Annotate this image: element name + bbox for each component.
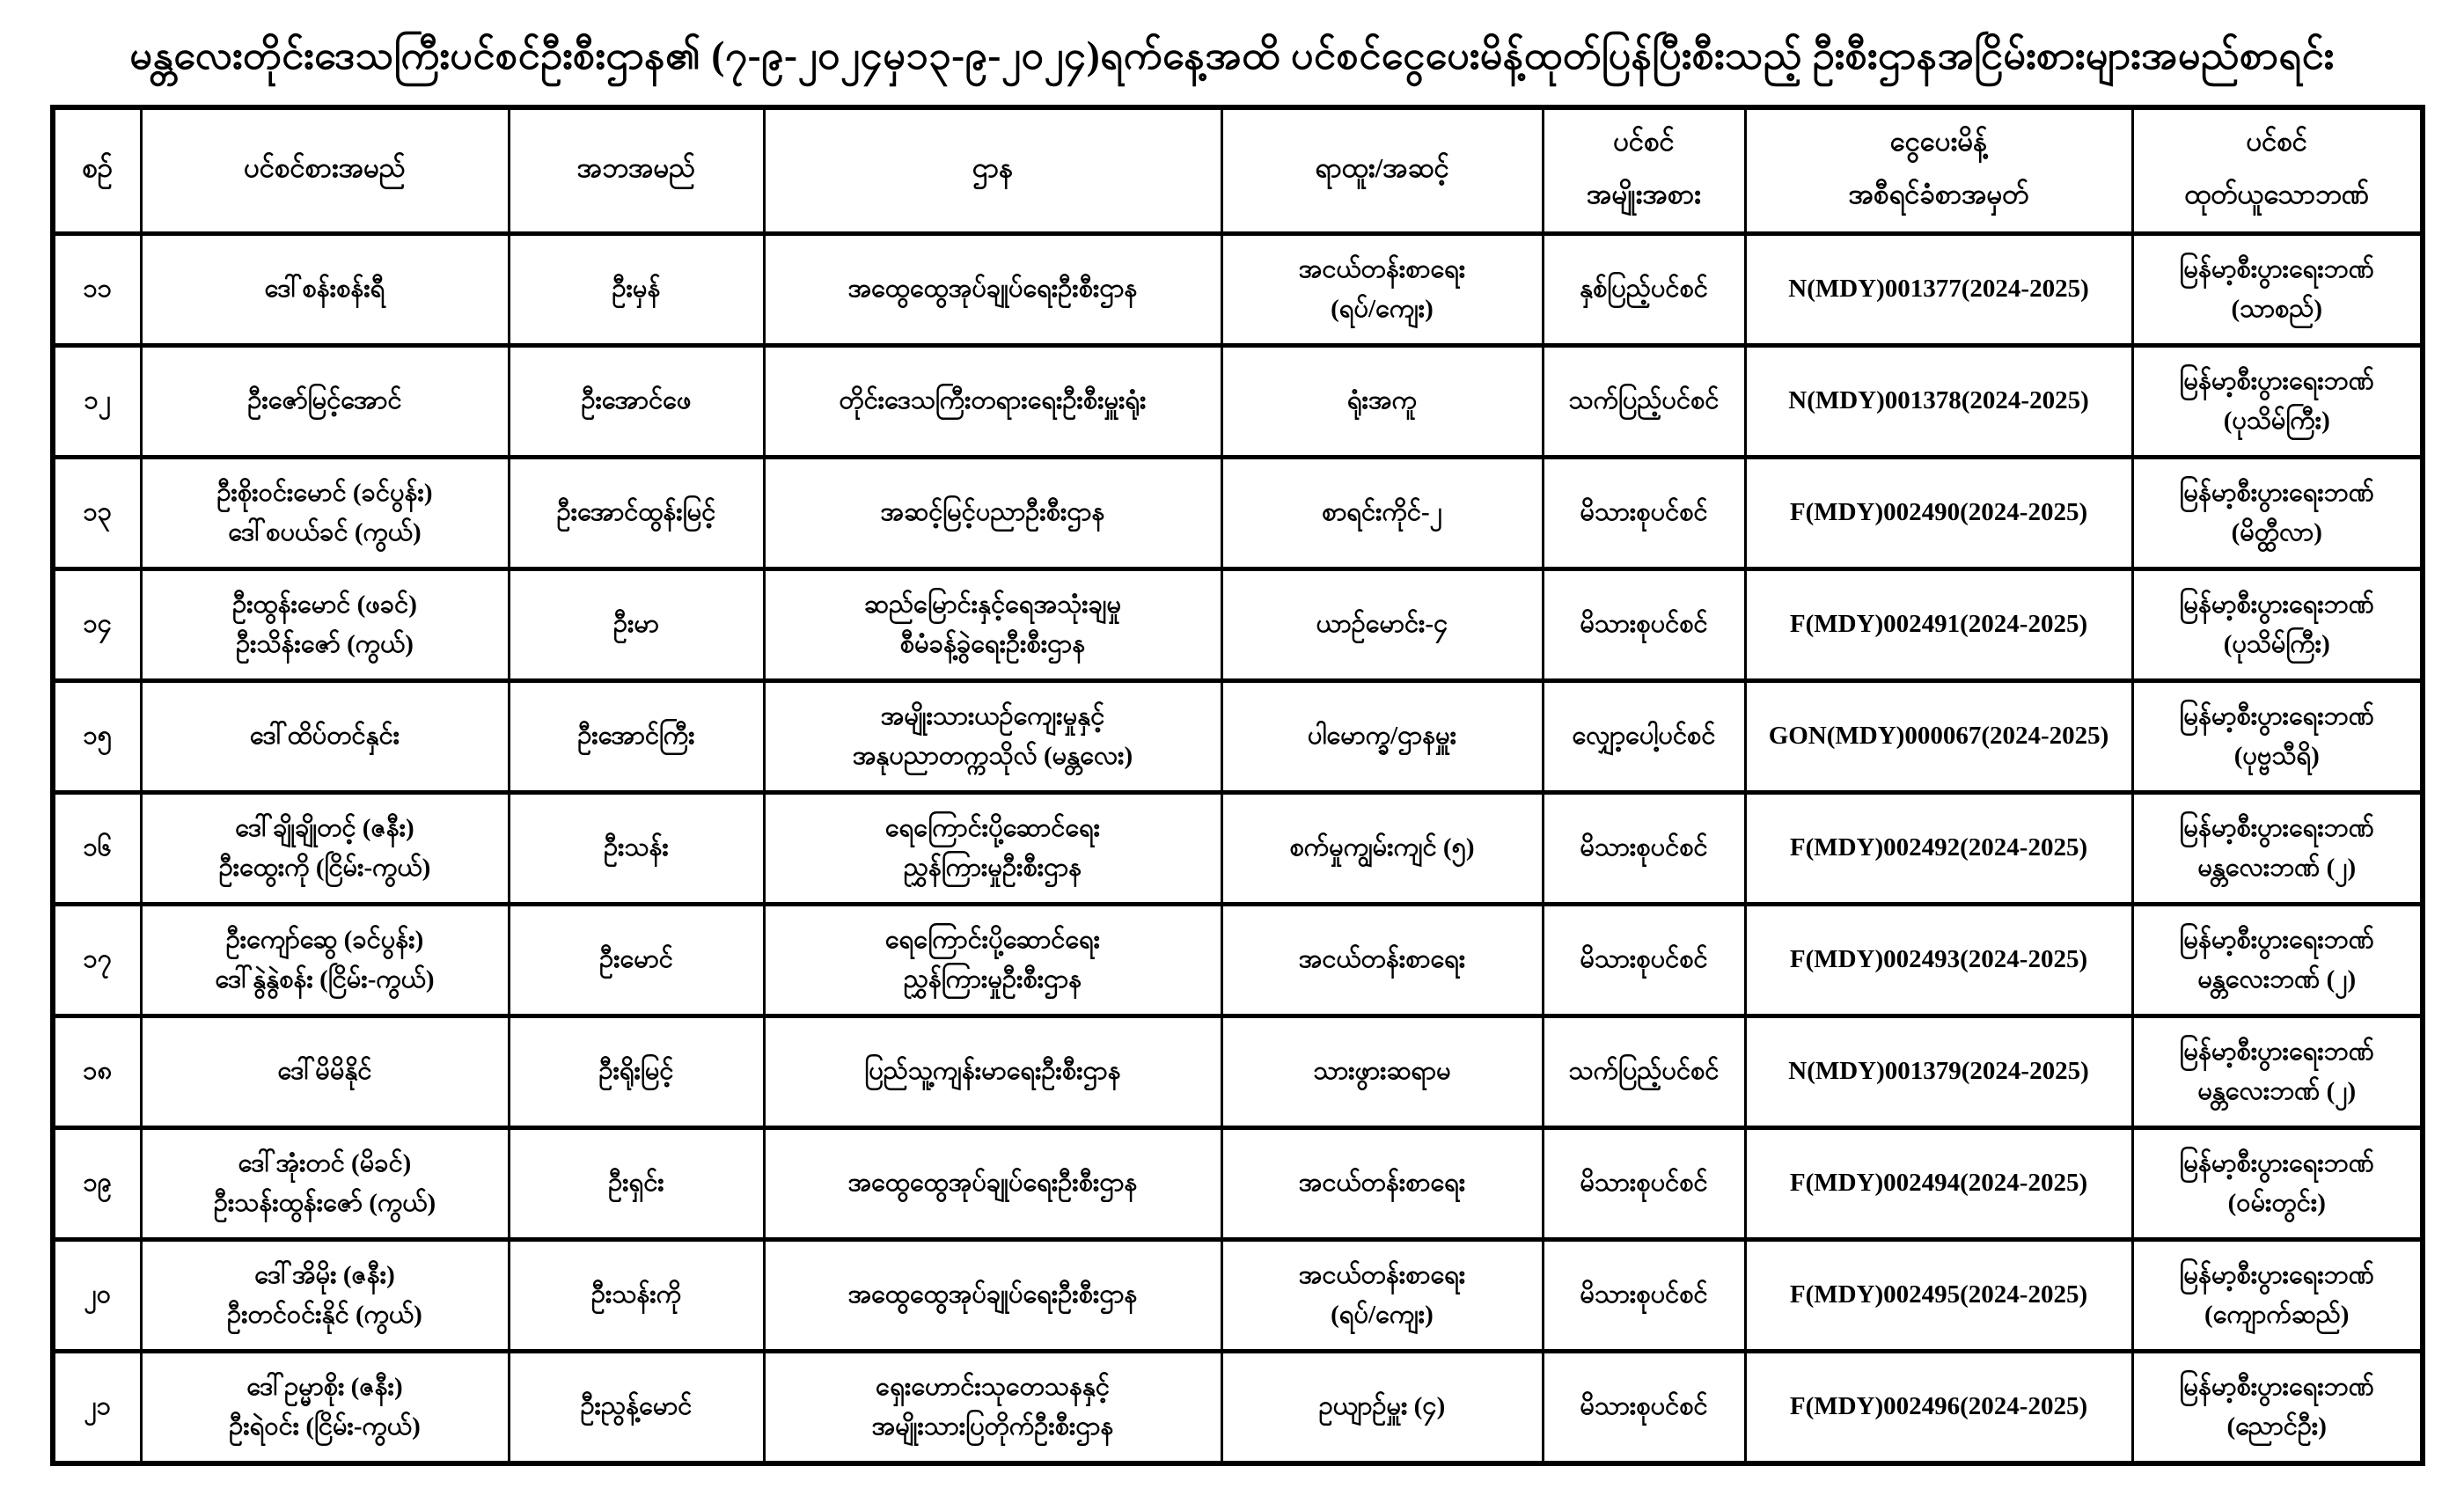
cell-position	[1221, 1016, 1543, 1127]
cell-payment-order-number	[1745, 1351, 2132, 1463]
cell-text-line: ဦးညွန့်မောင်	[580, 1392, 693, 1421]
cell-text-line: စက်မှုကျွမ်းကျင် (၅)	[1289, 833, 1475, 862]
cell-department	[764, 904, 1221, 1016]
cell-pension-type	[1543, 680, 1745, 792]
cell-text-line: ဌာန	[972, 151, 1013, 183]
cell-text-line: ထုတ်ယူသောဘဏ်	[2184, 178, 2370, 209]
cell-text-line: ဒေါ်စပယ်ခင် (ကွယ်)	[228, 517, 422, 546]
column-header-pensioner-name	[141, 107, 509, 234]
cell-text-line: (ဝမ်းတွင်း)	[2227, 1188, 2326, 1217]
cell-pension-type	[1543, 568, 1745, 680]
cell-serial	[53, 792, 141, 904]
cell-text-line: ဦးထွန်းမောင် (ဖခင်)	[232, 590, 417, 619]
cell-text-line: ဦးမှန်	[612, 275, 661, 304]
cell-bank	[2132, 904, 2423, 1016]
column-header-department	[764, 107, 1221, 234]
cell-text-line: ရုံးအကူ	[1346, 386, 1417, 415]
cell-father-name	[509, 457, 764, 568]
cell-text-line: မိသားစုပင်စင်	[1580, 610, 1708, 639]
cell-serial	[53, 904, 141, 1016]
cell-text-line: ရေကြောင်းပို့ဆောင်ရေး	[884, 813, 1101, 842]
cell-text-line: နှစ်ပြည့်ပင်စင်	[1580, 275, 1708, 304]
cell-position	[1221, 233, 1543, 345]
cell-serial	[53, 457, 141, 568]
cell-pensioner-name	[141, 904, 509, 1016]
cell-text-line: ဒေါ်ချိုချိုတင့် (ဇနီး)	[235, 813, 414, 842]
cell-pension-type	[1543, 1239, 1745, 1351]
cell-text-line: ဥယျာဉ်မှူး (၄)	[1318, 1392, 1446, 1421]
column-header-position	[1221, 107, 1543, 234]
cell-position	[1221, 457, 1543, 568]
cell-text-line: ညွှန်ကြားမှုဦးစီးဌာန	[903, 964, 1082, 994]
cell-text-line: မိသားစုပင်စင်	[1580, 945, 1708, 974]
cell-text-line: မြန်မာ့စီးပွားရေးဘဏ်	[2179, 478, 2374, 507]
cell-text-line: ၁၅	[83, 722, 113, 751]
cell-father-name	[509, 233, 764, 345]
table-row	[53, 1127, 2423, 1239]
cell-text-line: ၁၁	[83, 275, 113, 304]
table-row	[53, 457, 2423, 568]
cell-text-line: ၁၉	[83, 1169, 113, 1198]
table-row	[53, 233, 2423, 345]
cell-text-line: ဦးကျော်ဆွေ (ခင်ပွန်း)	[225, 925, 424, 954]
cell-pensioner-name	[141, 680, 509, 792]
cell-text-line: ပြည်သူ့ကျန်းမာရေးဦးစီးဌာန	[864, 1057, 1121, 1086]
cell-department	[764, 457, 1221, 568]
cell-text-line: မန္တလေးဘဏ် (၂)	[2197, 964, 2357, 994]
cell-text-line: ရာထူး/အဆင့်	[1315, 151, 1449, 183]
cell-text-line: ဦးသန်းကို	[590, 1280, 682, 1309]
table-row	[53, 904, 2423, 1016]
cell-text-line: စာရင်းကိုင်-၂	[1322, 498, 1442, 527]
cell-text-line: စီမံခန့်ခွဲရေးဦးစီးဌာန	[899, 629, 1086, 658]
cell-pensioner-name	[141, 1239, 509, 1351]
cell-text-line: အဘအမည်	[576, 151, 696, 183]
cell-bank	[2132, 680, 2423, 792]
cell-text-line: (ပုဗ္ဗသီရိ)	[2233, 741, 2320, 770]
cell-pensioner-name	[141, 1016, 509, 1127]
cell-text-line: သက်ပြည့်ပင်စင်	[1568, 1057, 1720, 1086]
cell-pensioner-name	[141, 345, 509, 457]
cell-text-line: ဒေါ်အုံးတင် (မိခင်)	[238, 1148, 412, 1177]
cell-payment-order-number	[1745, 457, 2132, 568]
cell-text-line: မြန်မာ့စီးပွားရေးဘဏ်	[2179, 590, 2374, 619]
cell-text-line: လျှော့ပေါ့ပင်စင်	[1572, 722, 1716, 751]
cell-text-line: မြန်မာ့စီးပွားရေးဘဏ်	[2179, 701, 2374, 730]
cell-text-line: ဦးသန်း	[604, 833, 669, 862]
column-header-serial	[53, 107, 141, 234]
cell-serial	[53, 233, 141, 345]
table-row	[53, 345, 2423, 457]
cell-text-line: မိသားစုပင်စင်	[1580, 498, 1708, 527]
cell-text-line: အစီရင်ခံစာအမှတ်	[1848, 178, 2029, 209]
cell-text-line: အထွေထွေအုပ်ချုပ်ရေးဦးစီးဌာန	[847, 1280, 1138, 1309]
cell-payment-order-number	[1745, 904, 2132, 1016]
table-row	[53, 792, 2423, 904]
cell-payment-order-number	[1745, 568, 2132, 680]
cell-text-line: ဒေါ်နွဲနွဲစန်း (ငြိမ်း-ကွယ်)	[215, 964, 435, 994]
table-row	[53, 1239, 2423, 1351]
cell-payment-order-number	[1745, 1239, 2132, 1351]
cell-text-line: ငွေပေးမိန့်	[1889, 125, 1988, 157]
cell-text-line: အထွေထွေအုပ်ချုပ်ရေးဦးစီးဌာန	[847, 275, 1138, 304]
cell-text-line: တိုင်းဒေသကြီးတရားရေးဦးစီးမှူးရုံး	[839, 386, 1147, 415]
table-header-row	[53, 107, 2423, 234]
cell-pensioner-name	[141, 233, 509, 345]
cell-payment-order-number	[1745, 1016, 2132, 1127]
cell-text-line: (ပုသိမ်ကြီး)	[2223, 406, 2330, 435]
cell-department	[764, 792, 1221, 904]
cell-text-line: မိသားစုပင်စင်	[1580, 1169, 1708, 1198]
cell-bank	[2132, 792, 2423, 904]
cell-text-line: F(MDY)002490(2024-2025)	[1789, 498, 2088, 527]
cell-text-line: F(MDY)002493(2024-2025)	[1789, 945, 2088, 974]
cell-father-name	[509, 345, 764, 457]
cell-pension-type	[1543, 1127, 1745, 1239]
cell-payment-order-number	[1745, 792, 2132, 904]
column-header-payment-order-number	[1745, 107, 2132, 234]
cell-pension-type	[1543, 1016, 1745, 1127]
cell-text-line: ၁၄	[83, 610, 113, 639]
cell-text-line: ဒေါ်အိမိုး (ဇနီး)	[254, 1260, 395, 1289]
cell-text-line: (ညောင်ဦး)	[2226, 1412, 2327, 1441]
cell-department	[764, 680, 1221, 792]
cell-text-line: ဒေါ်ဥမ္မာစိုး (ဇနီး)	[246, 1372, 403, 1401]
cell-text-line: မြန်မာ့စီးပွားရေးဘဏ်	[2179, 1148, 2374, 1177]
cell-pensioner-name	[141, 792, 509, 904]
cell-bank	[2132, 233, 2423, 345]
table-row	[53, 568, 2423, 680]
cell-text-line: အဆင့်မြင့်ပညာဦးစီးဌာန	[880, 498, 1105, 527]
cell-text-line: အမျိုးအစား	[1587, 178, 1701, 209]
cell-pension-type	[1543, 233, 1745, 345]
cell-father-name	[509, 1016, 764, 1127]
cell-department	[764, 233, 1221, 345]
cell-text-line: သားဖွားဆရာမ	[1313, 1057, 1451, 1086]
cell-text-line: ၁၂	[84, 386, 112, 415]
cell-text-line: အနုပညာတက္ကသိုလ် (မန္တလေး)	[852, 741, 1133, 770]
cell-text-line: ယာဉ်မောင်း-၄	[1316, 610, 1448, 639]
cell-position	[1221, 680, 1543, 792]
cell-text-line: မြန်မာ့စီးပွားရေးဘဏ်	[2179, 366, 2374, 395]
cell-father-name	[509, 568, 764, 680]
cell-text-line: GON(MDY)000067(2024-2025)	[1768, 722, 2109, 751]
cell-text-line: မြန်မာ့စီးပွားရေးဘဏ်	[2179, 1372, 2374, 1401]
cell-text-line: ဦးဇော်မြင့်အောင်	[247, 386, 402, 415]
cell-pensioner-name	[141, 1351, 509, 1463]
cell-text-line: ဦးစိုးဝင်းမောင် (ခင်ပွန်း)	[216, 478, 433, 507]
cell-position	[1221, 1239, 1543, 1351]
cell-serial	[53, 680, 141, 792]
cell-position	[1221, 792, 1543, 904]
column-header-father-name	[509, 107, 764, 234]
pension-register-table	[50, 105, 2425, 1466]
cell-text-line: ဦးရိုးမြင့်	[598, 1057, 674, 1086]
cell-text-line: (ပုသိမ်ကြီး)	[2223, 629, 2330, 658]
cell-text-line: N(MDY)001379(2024-2025)	[1788, 1057, 2089, 1086]
cell-text-line: ပါမောက္ခ/ဌာနမှူး	[1307, 722, 1457, 751]
cell-serial	[53, 1127, 141, 1239]
cell-serial	[53, 568, 141, 680]
cell-serial	[53, 345, 141, 457]
cell-text-line: ညွှန်ကြားမှုဦးစီးဌာန	[903, 853, 1082, 882]
cell-pension-type	[1543, 792, 1745, 904]
cell-text-line: ရေကြောင်းပို့ဆောင်ရေး	[884, 925, 1101, 954]
cell-text-line: မြန်မာ့စီးပွားရေးဘဏ်	[2179, 813, 2374, 842]
cell-text-line: မန္တလေးဘဏ် (၂)	[2197, 1076, 2357, 1105]
cell-text-line: ဦးထွေးကို (ငြိမ်း-ကွယ်)	[218, 853, 431, 882]
cell-text-line: မိသားစုပင်စင်	[1580, 833, 1708, 862]
cell-text-line: မိသားစုပင်စင်	[1580, 1280, 1708, 1309]
cell-text-line: စဉ်	[82, 151, 114, 183]
cell-text-line: (သာစည်)	[2231, 294, 2323, 323]
cell-text-line: ၂၀	[84, 1280, 112, 1309]
cell-serial	[53, 1016, 141, 1127]
cell-father-name	[509, 1127, 764, 1239]
cell-text-line: အမျိုးသားယဉ်ကျေးမှုနှင့်	[880, 701, 1105, 730]
cell-text-line: ပင်စင်	[1613, 125, 1675, 157]
cell-text-line: ဦးသန်းထွန်းဇော် (ကွယ်)	[213, 1188, 436, 1217]
cell-pensioner-name	[141, 568, 509, 680]
cell-text-line: ပင်စင်	[2246, 125, 2307, 157]
cell-serial	[53, 1239, 141, 1351]
cell-text-line: ဦးမာ	[613, 610, 659, 639]
cell-payment-order-number	[1745, 233, 2132, 345]
cell-bank	[2132, 1127, 2423, 1239]
cell-bank	[2132, 1016, 2423, 1127]
cell-pensioner-name	[141, 457, 509, 568]
cell-text-line: မြန်မာ့စီးပွားရေးဘဏ်	[2179, 1260, 2374, 1289]
cell-text-line: ဦးသိန်းဇော် (ကွယ်)	[236, 629, 414, 658]
cell-text-line: ၁၈	[83, 1057, 113, 1086]
cell-department	[764, 1016, 1221, 1127]
cell-payment-order-number	[1745, 1127, 2132, 1239]
cell-position	[1221, 568, 1543, 680]
cell-text-line: ဦးရဲဝင်း (ငြိမ်း-ကွယ်)	[229, 1412, 421, 1441]
cell-text-line: N(MDY)001378(2024-2025)	[1788, 386, 2089, 415]
cell-pensioner-name	[141, 1127, 509, 1239]
cell-department	[764, 1127, 1221, 1239]
cell-pension-type	[1543, 1351, 1745, 1463]
cell-text-line: ဒေါ်ထိပ်တင်နှင်း	[249, 722, 400, 751]
cell-text-line: ဦးတင်ဝင်းနိုင် (ကွယ်)	[227, 1300, 422, 1329]
cell-text-line: F(MDY)002496(2024-2025)	[1789, 1392, 2088, 1421]
cell-text-line: (မိတ္ထီလာ)	[2231, 517, 2322, 546]
cell-department	[764, 1239, 1221, 1351]
cell-text-line: ဦးအောင်ဖေ	[581, 386, 692, 415]
column-header-bank	[2132, 107, 2423, 234]
cell-father-name	[509, 1239, 764, 1351]
cell-text-line: အငယ်တန်းစာရေး	[1298, 945, 1466, 974]
cell-position	[1221, 345, 1543, 457]
cell-text-line: မြန်မာ့စီးပွားရေးဘဏ်	[2179, 1037, 2374, 1066]
cell-text-line: ရှေးဟောင်းသုတေသနနှင့်	[876, 1372, 1110, 1401]
cell-father-name	[509, 904, 764, 1016]
page-title: မန္တလေးတိုင်းဒေသကြီးပင်စင်ဦးစီးဌာန၏ (၇-၉-၂၀၂၄မှ၁၃-၉-၂၀၂၄)ရက်နေ့အထိ ပင်စင်ငွေပေးမိန့်ထုတ်ပြန်ပြီးစီးသည့် ဦးစီးဌာနအငြိမ်းစားများအမည်စာရင်း	[129, 33, 2335, 77]
cell-pension-type	[1543, 345, 1745, 457]
cell-pension-type	[1543, 904, 1745, 1016]
cell-bank	[2132, 345, 2423, 457]
cell-text-line: အငယ်တန်းစာရေး	[1298, 1169, 1466, 1198]
cell-text-line: N(MDY)001377(2024-2025)	[1788, 275, 2089, 304]
cell-text-line: မြန်မာ့စီးပွားရေးဘဏ်	[2179, 254, 2374, 283]
cell-text-line: မြန်မာ့စီးပွားရေးဘဏ်	[2179, 925, 2374, 954]
cell-department	[764, 345, 1221, 457]
cell-text-line: အထွေထွေအုပ်ချုပ်ရေးဦးစီးဌာန	[847, 1169, 1138, 1198]
cell-father-name	[509, 792, 764, 904]
cell-text-line: ၁၇	[83, 945, 113, 974]
cell-text-line: F(MDY)002495(2024-2025)	[1789, 1280, 2088, 1309]
cell-payment-order-number	[1745, 680, 2132, 792]
cell-text-line: ပင်စင်စားအမည်	[244, 151, 406, 183]
cell-father-name	[509, 1351, 764, 1463]
cell-department	[764, 1351, 1221, 1463]
cell-text-line: ဦးအောင်ကြီး	[577, 722, 695, 751]
table-row	[53, 1016, 2423, 1127]
cell-text-line: သက်ပြည့်ပင်စင်	[1568, 386, 1720, 415]
cell-text-line: F(MDY)002494(2024-2025)	[1789, 1169, 2088, 1198]
cell-pension-type	[1543, 457, 1745, 568]
cell-text-line: ၁၃	[83, 498, 113, 527]
cell-text-line: (ရပ်/ကျေး)	[1331, 1300, 1434, 1329]
cell-text-line: ဒေါ်စန်းစန်းရီ	[264, 275, 385, 304]
cell-text-line: (ရပ်/ကျေး)	[1331, 294, 1434, 323]
cell-text-line: အမျိုးသားပြတိုက်ဦးစီးဌာန	[871, 1412, 1114, 1441]
cell-position	[1221, 1351, 1543, 1463]
cell-department	[764, 568, 1221, 680]
cell-position	[1221, 1127, 1543, 1239]
cell-text-line: (ကျောက်ဆည်)	[2204, 1300, 2350, 1329]
cell-bank	[2132, 457, 2423, 568]
column-header-pension-type	[1543, 107, 1745, 234]
cell-father-name	[509, 680, 764, 792]
cell-text-line: ဒေါ်မိမိနိုင်	[277, 1057, 372, 1086]
cell-payment-order-number	[1745, 345, 2132, 457]
cell-text-line: မိသားစုပင်စင်	[1580, 1392, 1708, 1421]
cell-text-line: F(MDY)002491(2024-2025)	[1789, 610, 2088, 639]
table-row	[53, 1351, 2423, 1463]
cell-serial	[53, 1351, 141, 1463]
cell-text-line: ဦးမောင်	[599, 945, 673, 974]
cell-bank	[2132, 1239, 2423, 1351]
cell-text-line: F(MDY)002492(2024-2025)	[1789, 833, 2088, 862]
cell-text-line: အငယ်တန်းစာရေး	[1298, 1260, 1466, 1289]
cell-text-line: အငယ်တန်းစာရေး	[1298, 254, 1466, 283]
cell-position	[1221, 904, 1543, 1016]
table-row	[53, 680, 2423, 792]
cell-text-line: ဦးအောင်ထွန်းမြင့်	[556, 498, 716, 527]
cell-text-line: ၂၁	[84, 1392, 112, 1421]
cell-text-line: ၁၆	[83, 833, 113, 862]
cell-text-line: မန္တလေးဘဏ် (၂)	[2197, 853, 2357, 882]
cell-bank	[2132, 1351, 2423, 1463]
cell-bank	[2132, 568, 2423, 680]
cell-text-line: ဦးရှင်း	[608, 1169, 664, 1198]
cell-text-line: ဆည်မြောင်းနှင့်ရေအသုံးချမှု	[863, 590, 1122, 619]
